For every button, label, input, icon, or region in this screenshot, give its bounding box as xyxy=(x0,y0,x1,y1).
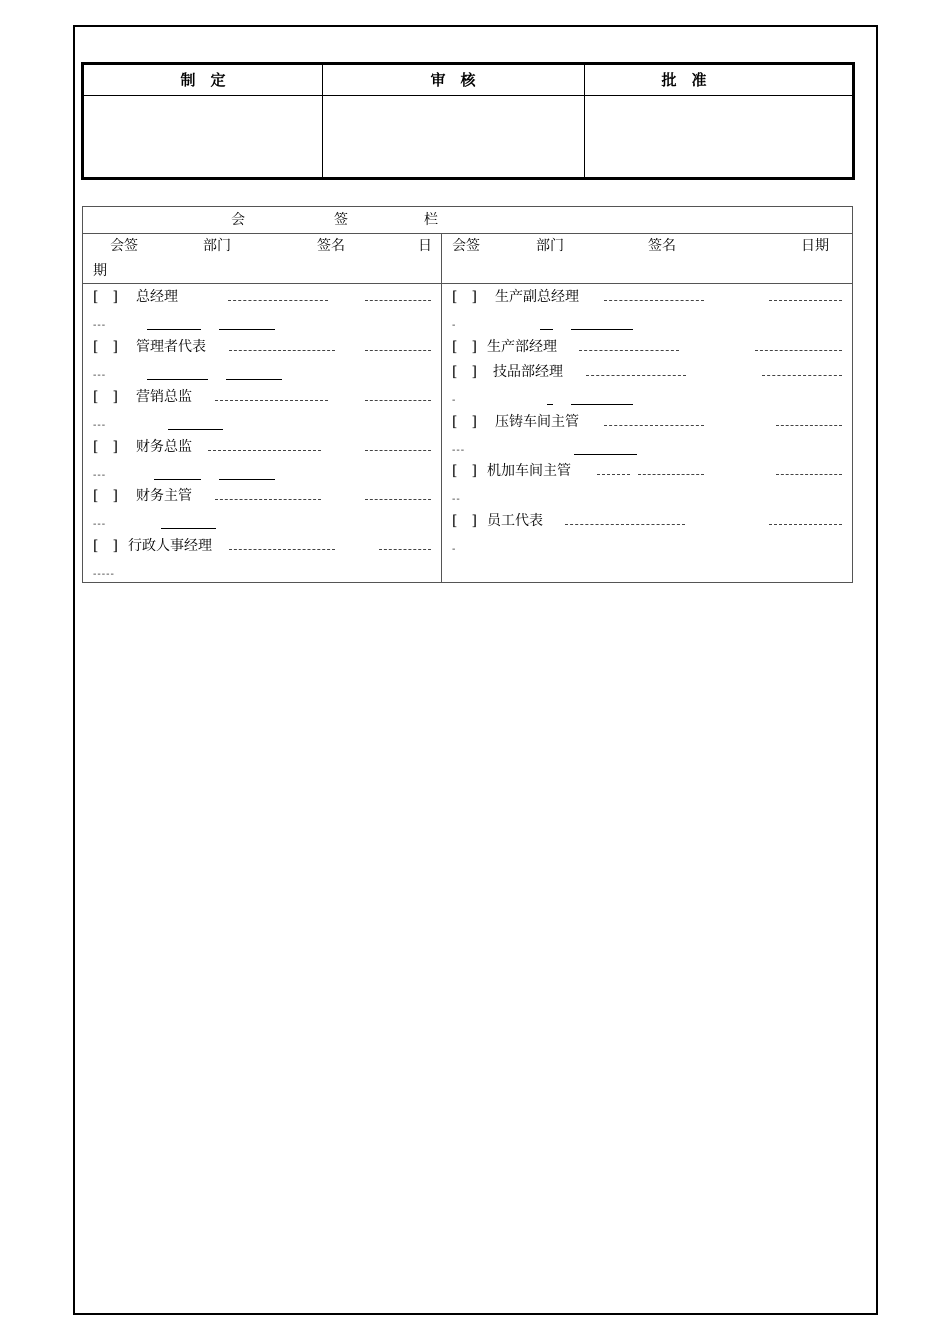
right-dept-line-2 xyxy=(579,350,679,351)
left-checkbox-6[interactable]: [ ] xyxy=(93,538,118,554)
right-checkbox-3[interactable]: [ ] xyxy=(452,364,477,380)
left-sign-line-1 xyxy=(365,300,431,301)
right-dept-line-5a xyxy=(597,474,630,475)
left-item-5: 财务主管 xyxy=(136,488,192,504)
title-divider xyxy=(83,233,852,234)
right-sign-line-6 xyxy=(769,524,842,525)
right-checkbox-5[interactable]: [ ] xyxy=(452,463,477,479)
right-wrap-3: - xyxy=(452,395,457,406)
left-wrap-4: --- xyxy=(93,470,107,481)
left-date-line-4b xyxy=(219,479,275,480)
right-checkbox-6[interactable]: [ ] xyxy=(452,513,477,529)
right-dept-line-4 xyxy=(604,425,704,426)
left-item-1: 总经理 xyxy=(136,289,178,305)
title-char-3: 栏 xyxy=(424,212,438,228)
right-date-line-4 xyxy=(574,454,637,455)
left-sign-line-4 xyxy=(365,450,431,451)
left-date-line-4a xyxy=(154,479,201,480)
right-header-date: 日期 xyxy=(801,238,829,254)
left-sign-line-5 xyxy=(365,499,431,500)
right-checkbox-2[interactable]: [ ] xyxy=(452,339,477,355)
approved-signature-cell[interactable] xyxy=(585,96,852,177)
right-item-1: 生产副总经理 xyxy=(495,289,579,305)
right-date-line-1b xyxy=(571,329,633,330)
left-sign-line-2 xyxy=(365,350,431,351)
drafted-signature-cell[interactable] xyxy=(84,96,322,177)
left-wrap-3: --- xyxy=(93,420,107,431)
column-divider xyxy=(441,233,442,582)
right-sign-line-1 xyxy=(769,300,842,301)
right-header-department: 部门 xyxy=(536,238,564,254)
title-char-1: 会 xyxy=(231,212,245,228)
right-wrap-5: -- xyxy=(452,494,461,505)
left-dept-line-6 xyxy=(229,549,335,550)
right-dept-line-5b xyxy=(638,474,704,475)
left-wrap-2: --- xyxy=(93,370,107,381)
left-checkbox-3[interactable]: [ ] xyxy=(93,389,118,405)
left-header-signature: 签名 xyxy=(317,238,345,254)
right-sign-line-3 xyxy=(762,375,842,376)
right-checkbox-1[interactable]: [ ] xyxy=(452,289,477,305)
left-date-line-3 xyxy=(168,429,223,430)
right-item-2: 生产部经理 xyxy=(487,339,557,355)
left-dept-line-2 xyxy=(229,350,335,351)
header-reviewed: 审 核 xyxy=(430,71,476,89)
left-header-countersign: 会签 xyxy=(110,238,138,254)
header-drafted: 制 定 xyxy=(180,71,226,89)
countersign-title xyxy=(83,207,852,233)
countersign-table xyxy=(82,206,853,583)
right-wrap-1: - xyxy=(452,320,457,331)
left-dept-line-3 xyxy=(215,400,328,401)
right-dept-line-6 xyxy=(565,524,685,525)
left-item-2: 管理者代表 xyxy=(136,339,206,355)
right-dept-line-3 xyxy=(586,375,686,376)
right-checkbox-4[interactable]: [ ] xyxy=(452,414,477,430)
left-date-line-2a xyxy=(147,379,208,380)
right-sign-line-5 xyxy=(776,474,842,475)
right-dept-line-1 xyxy=(604,300,704,301)
header-divider xyxy=(83,283,852,284)
right-wrap-4: --- xyxy=(452,445,466,456)
right-wrap-6: - xyxy=(452,544,457,555)
left-dept-line-1 xyxy=(228,300,328,301)
right-item-6: 员工代表 xyxy=(487,513,543,529)
left-item-3: 营销总监 xyxy=(136,389,192,405)
left-header-date: 日 xyxy=(418,238,432,254)
left-wrap-5: --- xyxy=(93,519,107,530)
right-item-3: 技品部经理 xyxy=(493,364,563,380)
left-wrap-6: ----- xyxy=(93,569,115,580)
right-item-4: 压铸车间主管 xyxy=(495,414,579,430)
left-wrap-1: --- xyxy=(93,320,107,331)
right-item-5: 机加车间主管 xyxy=(487,463,571,479)
right-sign-line-2 xyxy=(755,350,842,351)
left-dept-line-5 xyxy=(215,499,321,500)
right-header-signature: 签名 xyxy=(648,238,676,254)
title-char-2: 签 xyxy=(334,212,348,228)
left-date-line-1b xyxy=(219,329,275,330)
left-header-department: 部门 xyxy=(203,238,231,254)
left-dept-line-4 xyxy=(208,450,321,451)
right-date-line-3b xyxy=(571,404,633,405)
right-date-line-3a xyxy=(547,404,553,405)
header-approved: 批 准 xyxy=(661,71,707,89)
left-sign-line-3 xyxy=(365,400,431,401)
left-item-6: 行政人事经理 xyxy=(128,538,212,554)
right-date-line-1a xyxy=(540,329,553,330)
left-item-4: 财务总监 xyxy=(136,439,192,455)
right-header-countersign: 会签 xyxy=(452,238,480,254)
left-date-line-2b xyxy=(226,379,282,380)
left-checkbox-2[interactable]: [ ] xyxy=(93,339,118,355)
right-sign-line-4 xyxy=(776,425,842,426)
left-checkbox-4[interactable]: [ ] xyxy=(93,439,118,455)
left-sign-line-6 xyxy=(379,549,431,550)
left-checkbox-1[interactable]: [ ] xyxy=(93,289,118,305)
left-date-line-1a xyxy=(147,329,201,330)
left-checkbox-5[interactable]: [ ] xyxy=(93,488,118,504)
left-header-date-wrap: 期 xyxy=(93,263,107,279)
approval-table xyxy=(81,62,855,180)
reviewed-signature-cell[interactable] xyxy=(323,96,584,177)
left-date-line-5 xyxy=(161,528,216,529)
